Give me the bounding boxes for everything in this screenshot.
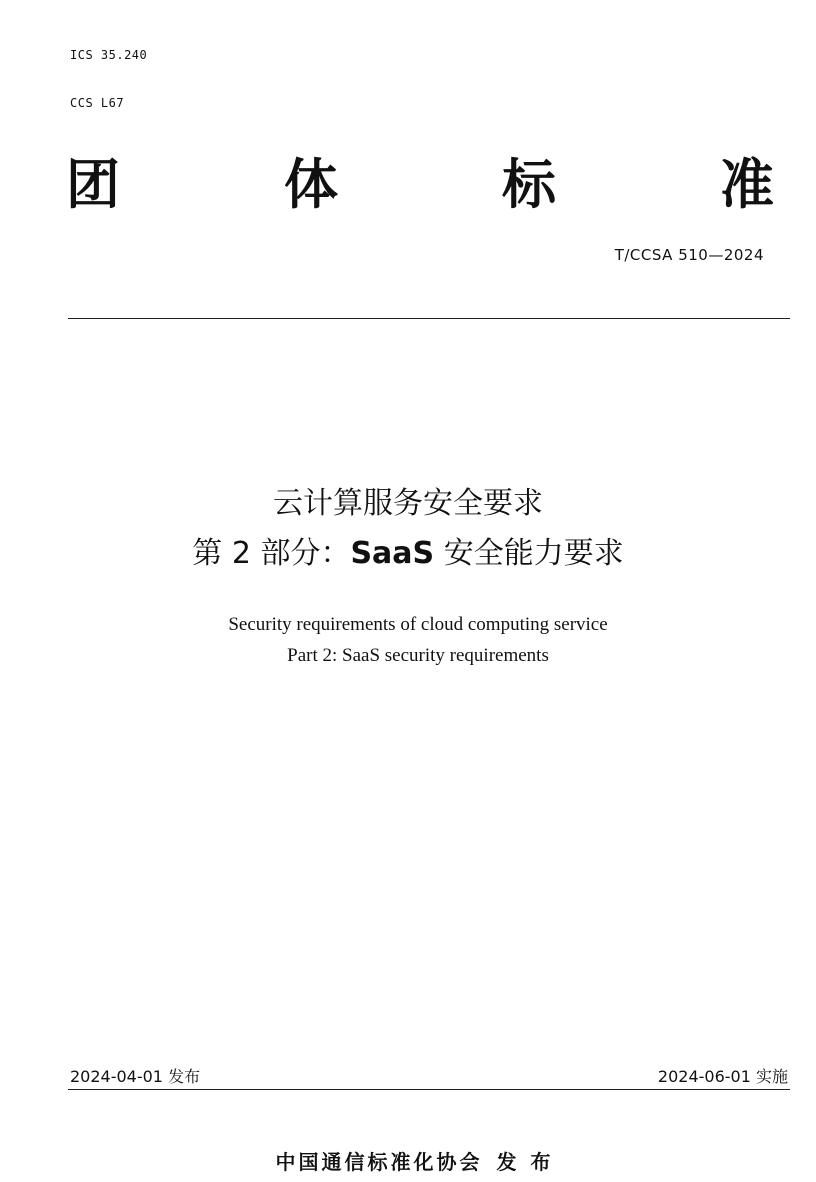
publisher-name: 中国通信标准化协会 [275,1150,483,1174]
english-title-line-1: Security requirements of cloud computing service [228,614,608,635]
chinese-title-line-2 [0,536,816,572]
ccs-code: CCS L67 [70,96,125,110]
chinese-title-part-suffix: 安全能力要求 [434,536,624,571]
implementation-date: 2024-06-01 实施 [657,1067,788,1086]
standard-type-heading [66,150,774,220]
standard-type-char-3: 标 [502,153,556,216]
publisher-action: 发布 [496,1150,565,1174]
chinese-title-line-1: 云计算服务安全要求 [273,486,543,521]
english-title-line-2: Part 2: SaaS security requirements [287,645,549,666]
standard-type-char-1: 团 [66,153,120,216]
publisher-line [0,1146,816,1175]
standard-number: T/CCSA 510—2024 [614,246,764,264]
top-divider [68,318,790,319]
bottom-divider [68,1089,790,1090]
standard-type-char-4: 准 [720,153,774,216]
standard-type-char-2: 体 [284,153,338,216]
chinese-title-part-prefix: 第 2 部分： [192,536,351,571]
chinese-title-saas: SaaS [350,536,435,571]
ics-code: ICS 35.240 [70,48,148,62]
issue-date: 2024-04-01 发布 [70,1067,201,1086]
